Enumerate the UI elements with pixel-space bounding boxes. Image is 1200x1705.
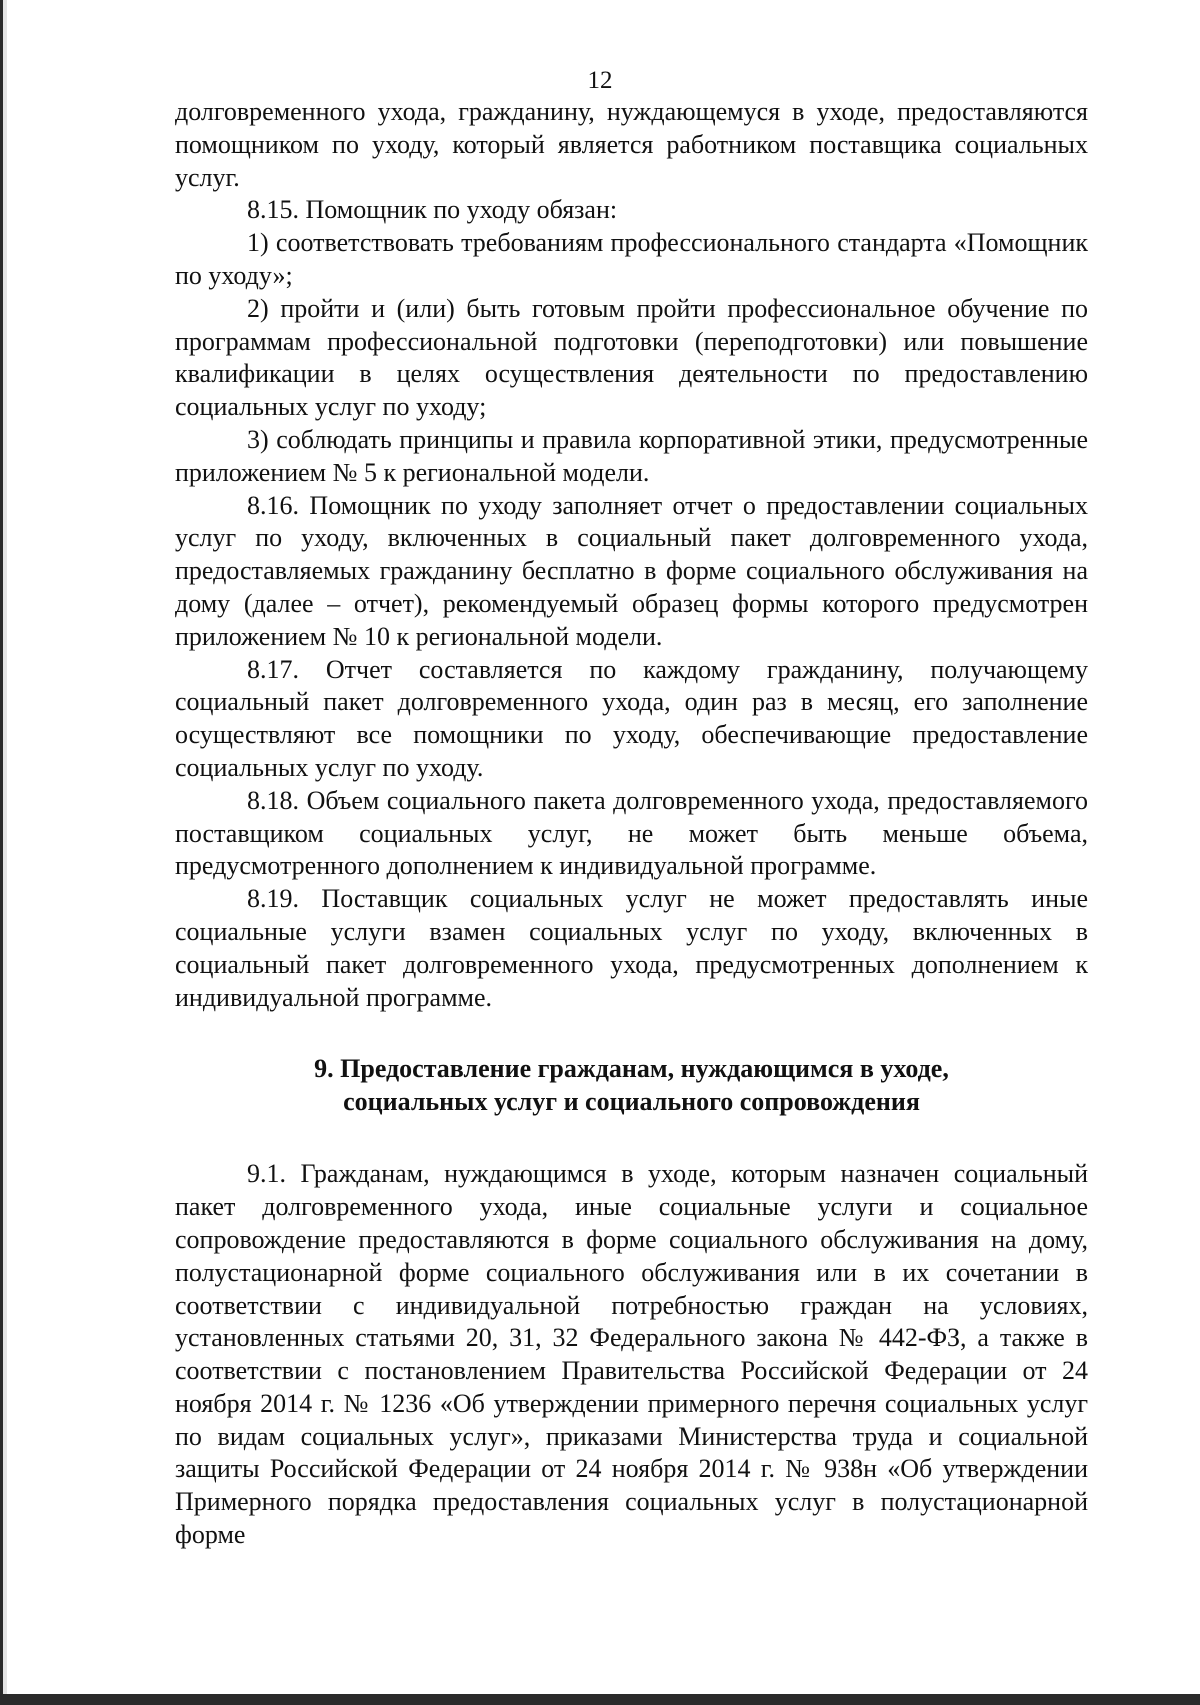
- document-body: [175, 96, 1088, 1552]
- paragraph-8-16: 8.16. Помощник по уходу заполняет отчет о предоставлении социальных услуг по уходу, включенных в социальный пакет долговременного ухода, предоставляемых гражданину бесплатно в форме социального обслуживания на дому (далее – отчет), рекомендуемый образец формы которого предусмотрен приложением № 10 к региональной модели.: [175, 490, 1088, 651]
- section-heading-line-2: социальных услуг и социального сопровождения: [343, 1087, 920, 1117]
- scan-bottom-edge: [0, 1694, 1200, 1705]
- paragraph-8-19: 8.19. Поставщик социальных услуг не может предоставлять иные социальные услуги взамен социальных услуг по уходу, включенных в социальный пакет долговременного ухода, предусмотренных дополнением к индивидуальной программе.: [175, 884, 1088, 1012]
- paragraph-8-15-item-1: 1) соответствовать требованиям профессионального стандарта «Помощник по уходу»;: [175, 228, 1088, 290]
- paragraph-8-15-item-2: 2) пройти и (или) быть готовым пройти профессиональное обучение по программам профессиональной подготовки (переподготовки) или повышение квалификации в целях осуществления деятельности по предоставлению социальных услуг по уходу;: [175, 293, 1088, 422]
- scan-left-shadow: [3, 0, 7, 1705]
- section-heading-line-1: 9. Предоставление гражданам, нуждающимся в уходе,: [314, 1054, 949, 1084]
- paragraph-8-15: 8.15. Помощник по уходу обязан:: [247, 195, 618, 225]
- paragraph-9-1: 9.1. Гражданам, нуждающимся в уходе, которым назначен социальный пакет долговременного ухода, иные социальные услуги и социальное сопровождение предоставляются в форме социального обслуживания на дому, полустационарной форме социального обслуживания или в их сочетании в соответствии с индивидуальной потребностью граждан на условиях, установленных статьями 20, 31, 32 Федерального закона № 442-ФЗ, а также в соответствии с постановлением Правительства Российской Федерации от 24 ноября 2014 г. № 1236 «Об утверждении примерного перечня социальных услуг по видам социальных услуг», приказами Министерства труда и социальной защиты Российской Федерации от 24 ноября 2014 г. № 938н «Об утверждении Примерного порядка предоставления социальных услуг в полустационарной форме: [175, 1159, 1088, 1550]
- paragraph-8-18: 8.18. Объем социального пакета долговременного ухода, предоставляемого поставщиком социальных услуг, не может быть меньше объема, предусмотренного дополнением к индивидуальной программе.: [175, 785, 1088, 881]
- paragraph-8-15-item-3: 3) соблюдать принципы и правила корпоративной этики, предусмотренные приложением № 5 к региональной модели.: [175, 424, 1088, 487]
- paragraph-8-17: 8.17. Отчет составляется по каждому гражданину, получающему социальный пакет долговременного ухода, один раз в месяц, его заполнение осуществляют все помощники по уходу, обеспечивающие предоставление социальных услуг по уходу.: [175, 654, 1088, 782]
- section-heading-9: [175, 1052, 1088, 1118]
- page-number: 12: [587, 67, 613, 94]
- paragraph-continuation: долговременного ухода, гражданину, нуждающемуся в уходе, предоставляются помощником по уходу, который является работником поставщика социальных услуг.: [175, 97, 1088, 192]
